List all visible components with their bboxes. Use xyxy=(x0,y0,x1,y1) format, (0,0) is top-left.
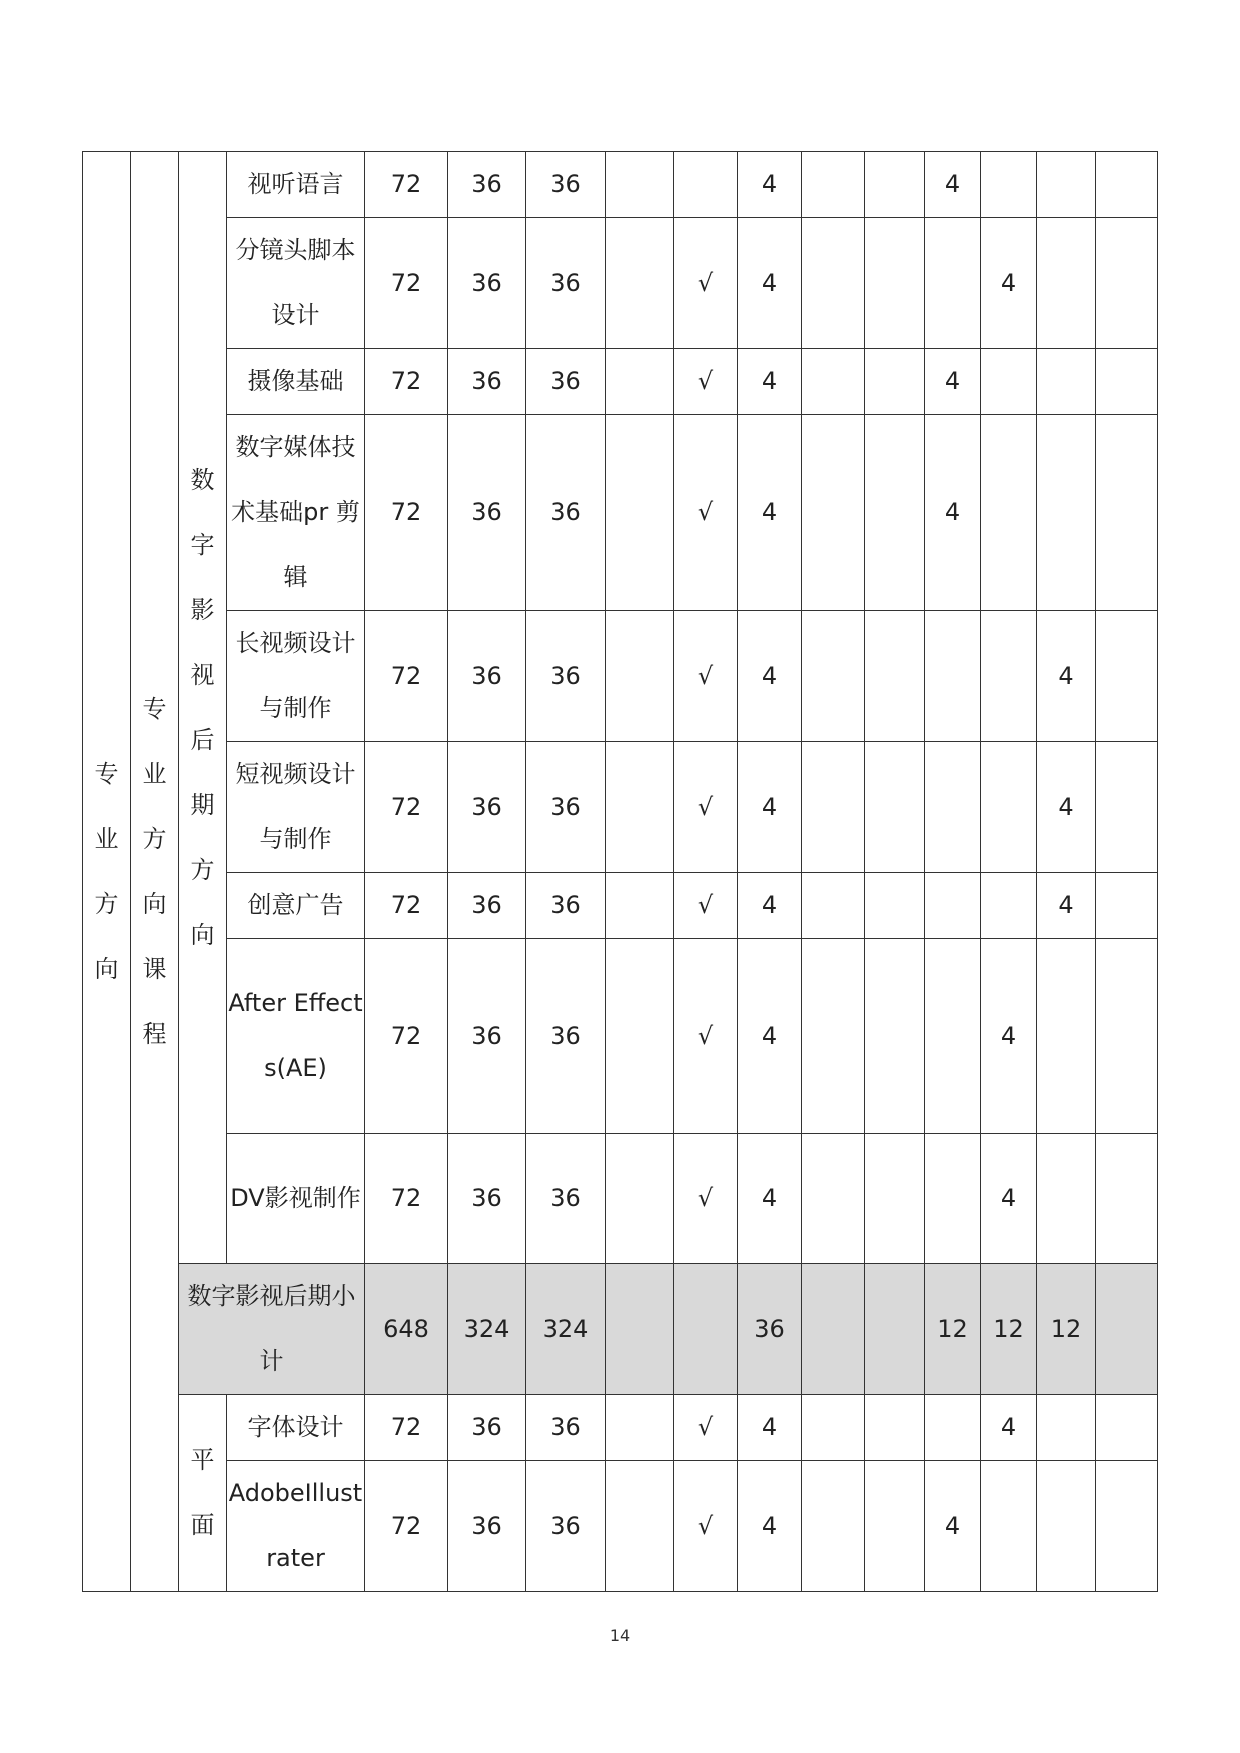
table-row xyxy=(83,218,1158,349)
cell-s3: 4 xyxy=(925,349,981,415)
cell-extra xyxy=(1096,742,1158,873)
cell-practice: 324 xyxy=(526,1264,606,1395)
cell-total: 72 xyxy=(365,1395,448,1461)
vertical-text: 专 业 方 向 课 程 xyxy=(142,694,167,1048)
cell-extra xyxy=(1096,611,1158,742)
cell-s4: 12 xyxy=(981,1264,1037,1395)
cell-check: √ xyxy=(674,349,738,415)
cell-s1 xyxy=(802,1264,865,1395)
cell-check xyxy=(674,1264,738,1395)
cell-check: √ xyxy=(674,1395,738,1461)
cell-check: √ xyxy=(674,218,738,349)
table-row xyxy=(83,349,1158,415)
cell-extra xyxy=(1096,1395,1158,1461)
cell-exam xyxy=(606,218,674,349)
cell-s2 xyxy=(865,415,925,611)
cell-s2 xyxy=(865,1264,925,1395)
cell-check: √ xyxy=(674,1134,738,1264)
cell-practice: 36 xyxy=(526,218,606,349)
cell-theory: 36 xyxy=(448,1395,526,1461)
cell-credit: 4 xyxy=(738,1395,802,1461)
cell-practice: 36 xyxy=(526,873,606,939)
cell-s2 xyxy=(865,1395,925,1461)
cell-total: 72 xyxy=(365,1134,448,1264)
cell-exam xyxy=(606,742,674,873)
cell-check: √ xyxy=(674,873,738,939)
cell-practice: 36 xyxy=(526,939,606,1134)
cell-s3: 4 xyxy=(925,1461,981,1592)
cell-s1 xyxy=(802,152,865,218)
table-row xyxy=(83,1395,1158,1461)
cell-s1 xyxy=(802,873,865,939)
cell-credit: 4 xyxy=(738,1461,802,1592)
course-name: 长视频设计与制作 xyxy=(227,611,365,742)
course-group-cell xyxy=(131,152,179,1592)
course-name: AdobeIllustrater xyxy=(227,1461,365,1592)
course-name: 创意广告 xyxy=(227,873,365,939)
cell-s1 xyxy=(802,1461,865,1592)
vertical-text: 平 面 xyxy=(190,1446,215,1539)
cell-exam xyxy=(606,1461,674,1592)
cell-practice: 36 xyxy=(526,1395,606,1461)
subtotal-name: 数字影视后期小计 xyxy=(179,1264,365,1395)
cell-s3 xyxy=(925,939,981,1134)
cell-s2 xyxy=(865,873,925,939)
cell-s2 xyxy=(865,742,925,873)
cell-s4: 4 xyxy=(981,1395,1037,1461)
cell-s3: 4 xyxy=(925,152,981,218)
cell-theory: 36 xyxy=(448,349,526,415)
cell-theory: 36 xyxy=(448,1461,526,1592)
cell-theory: 36 xyxy=(448,939,526,1134)
page-number: 14 xyxy=(609,1626,631,1645)
cell-practice: 36 xyxy=(526,1461,606,1592)
course-name: DV影视制作 xyxy=(227,1134,365,1264)
vertical-text: 专 业 方 向 xyxy=(94,759,119,983)
course-name: After Effects(AE) xyxy=(227,939,365,1134)
course-table xyxy=(82,151,1158,1592)
cell-total: 72 xyxy=(365,415,448,611)
cell-s5 xyxy=(1037,415,1096,611)
cell-s4: 4 xyxy=(981,1134,1037,1264)
cell-total: 72 xyxy=(365,152,448,218)
cell-s4 xyxy=(981,873,1037,939)
cell-s1 xyxy=(802,349,865,415)
cell-s1 xyxy=(802,611,865,742)
cell-total: 72 xyxy=(365,611,448,742)
cell-total: 72 xyxy=(365,349,448,415)
cell-theory: 36 xyxy=(448,152,526,218)
cell-s5 xyxy=(1037,1395,1096,1461)
table-row xyxy=(83,939,1158,1134)
cell-s3 xyxy=(925,1134,981,1264)
cell-exam xyxy=(606,939,674,1134)
cell-s4: 4 xyxy=(981,218,1037,349)
cell-s1 xyxy=(802,1395,865,1461)
cell-s5 xyxy=(1037,152,1096,218)
cell-extra xyxy=(1096,1134,1158,1264)
cell-extra xyxy=(1096,349,1158,415)
cell-theory: 36 xyxy=(448,1134,526,1264)
cell-s4 xyxy=(981,742,1037,873)
cell-theory: 36 xyxy=(448,873,526,939)
cell-credit: 4 xyxy=(738,218,802,349)
cell-theory: 324 xyxy=(448,1264,526,1395)
cell-s4: 4 xyxy=(981,939,1037,1134)
cell-extra xyxy=(1096,1461,1158,1592)
cell-credit: 36 xyxy=(738,1264,802,1395)
cell-s1 xyxy=(802,218,865,349)
cell-check: √ xyxy=(674,611,738,742)
cell-s5 xyxy=(1037,218,1096,349)
cell-exam xyxy=(606,611,674,742)
cell-s2 xyxy=(865,218,925,349)
cell-exam xyxy=(606,1134,674,1264)
cell-s1 xyxy=(802,742,865,873)
cell-s3 xyxy=(925,611,981,742)
cell-s2 xyxy=(865,1134,925,1264)
cell-check: √ xyxy=(674,939,738,1134)
cell-exam xyxy=(606,873,674,939)
cell-total: 72 xyxy=(365,873,448,939)
cell-s2 xyxy=(865,152,925,218)
cell-practice: 36 xyxy=(526,742,606,873)
direction-graphic-cell xyxy=(179,1395,227,1592)
cell-s5 xyxy=(1037,349,1096,415)
cell-practice: 36 xyxy=(526,611,606,742)
course-name: 分镜头脚本设计 xyxy=(227,218,365,349)
cell-exam xyxy=(606,349,674,415)
cell-check: √ xyxy=(674,1461,738,1592)
cell-theory: 36 xyxy=(448,415,526,611)
cell-extra xyxy=(1096,1264,1158,1395)
cell-credit: 4 xyxy=(738,1134,802,1264)
cell-theory: 36 xyxy=(448,611,526,742)
table-row xyxy=(83,1461,1158,1592)
course-name: 视听语言 xyxy=(227,152,365,218)
cell-s4 xyxy=(981,1461,1037,1592)
vertical-text: 数 字 影 视 后 期 方 向 xyxy=(190,465,215,949)
cell-extra xyxy=(1096,152,1158,218)
cell-total: 72 xyxy=(365,742,448,873)
cell-practice: 36 xyxy=(526,152,606,218)
cell-extra xyxy=(1096,415,1158,611)
cell-practice: 36 xyxy=(526,415,606,611)
table-row xyxy=(83,152,1158,218)
cell-s5: 4 xyxy=(1037,742,1096,873)
cell-s5: 4 xyxy=(1037,611,1096,742)
cell-s5: 12 xyxy=(1037,1264,1096,1395)
cell-practice: 36 xyxy=(526,349,606,415)
cell-extra xyxy=(1096,873,1158,939)
table-row xyxy=(83,742,1158,873)
cell-extra xyxy=(1096,939,1158,1134)
subtotal-row xyxy=(83,1264,1158,1395)
cell-s2 xyxy=(865,349,925,415)
cell-s5 xyxy=(1037,1134,1096,1264)
table-row xyxy=(83,611,1158,742)
cell-s5: 4 xyxy=(1037,873,1096,939)
cell-credit: 4 xyxy=(738,415,802,611)
course-name: 摄像基础 xyxy=(227,349,365,415)
cell-s3 xyxy=(925,873,981,939)
cell-credit: 4 xyxy=(738,742,802,873)
cell-check xyxy=(674,152,738,218)
cell-check: √ xyxy=(674,742,738,873)
table-row xyxy=(83,1134,1158,1264)
direction-digital-cell xyxy=(179,152,227,1264)
cell-s4 xyxy=(981,349,1037,415)
cell-s3 xyxy=(925,1395,981,1461)
cell-s2 xyxy=(865,939,925,1134)
cell-s3: 4 xyxy=(925,415,981,611)
course-name: 字体设计 xyxy=(227,1395,365,1461)
cell-total: 72 xyxy=(365,218,448,349)
cell-credit: 4 xyxy=(738,939,802,1134)
cell-total: 648 xyxy=(365,1264,448,1395)
cell-s4 xyxy=(981,611,1037,742)
cell-s5 xyxy=(1037,1461,1096,1592)
cell-exam xyxy=(606,1395,674,1461)
cell-exam xyxy=(606,1264,674,1395)
cell-total: 72 xyxy=(365,939,448,1134)
table-row xyxy=(83,415,1158,611)
table-row xyxy=(83,873,1158,939)
course-name: 短视频设计与制作 xyxy=(227,742,365,873)
cell-credit: 4 xyxy=(738,873,802,939)
cell-total: 72 xyxy=(365,1461,448,1592)
cell-s1 xyxy=(802,939,865,1134)
cell-practice: 36 xyxy=(526,1134,606,1264)
cell-s1 xyxy=(802,415,865,611)
cell-s4 xyxy=(981,152,1037,218)
cell-exam xyxy=(606,152,674,218)
cell-check: √ xyxy=(674,415,738,611)
cell-s3 xyxy=(925,218,981,349)
cell-exam xyxy=(606,415,674,611)
cell-s5 xyxy=(1037,939,1096,1134)
course-name: 数字媒体技术基础pr 剪辑 xyxy=(227,415,365,611)
cell-s1 xyxy=(802,1134,865,1264)
cell-theory: 36 xyxy=(448,742,526,873)
cell-credit: 4 xyxy=(738,611,802,742)
cell-s2 xyxy=(865,611,925,742)
cell-credit: 4 xyxy=(738,349,802,415)
cell-theory: 36 xyxy=(448,218,526,349)
cell-s2 xyxy=(865,1461,925,1592)
cell-s3 xyxy=(925,742,981,873)
cell-credit: 4 xyxy=(738,152,802,218)
cell-s4 xyxy=(981,415,1037,611)
cell-s3: 12 xyxy=(925,1264,981,1395)
category-cell xyxy=(83,152,131,1592)
cell-extra xyxy=(1096,218,1158,349)
